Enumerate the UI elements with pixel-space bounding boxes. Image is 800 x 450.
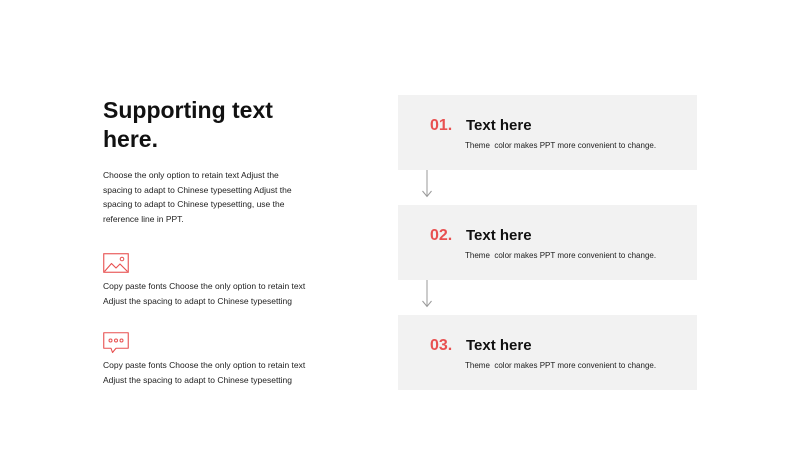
step-title-2: Text here — [466, 227, 532, 244]
step-card-1 — [398, 95, 697, 170]
step-title-1: Text here — [466, 117, 532, 134]
step-number-2: 02. — [430, 227, 453, 244]
step-card-3 — [398, 315, 697, 390]
intro-paragraph: Choose the only option to retain text Adjust the spacing to adapt to Chinese typesetting Adjust the spacing to adapt to Chinese typesetting, use the reference line in PPT. — [103, 170, 292, 224]
down-arrow-icon — [421, 280, 433, 308]
step-desc-1: Theme color makes PPT more convenient to change. — [465, 141, 657, 150]
left-column — [103, 96, 323, 226]
feature-text-2: Copy paste fonts Choose the only option to retain text Adjust the spacing to adapt to Chinese typesetting — [103, 360, 306, 385]
step-desc-2: Theme color makes PPT more convenient to change. — [465, 251, 657, 260]
step-card-2 — [398, 205, 697, 280]
chat-bubble-icon — [103, 332, 129, 354]
feature-text-1: Copy paste fonts Choose the only option to retain text Adjust the spacing to adapt to Chinese typesetting — [103, 281, 306, 306]
step-number-1: 01. — [430, 117, 453, 134]
feature-item-chat — [103, 332, 323, 387]
image-icon — [103, 253, 129, 275]
step-desc-3: Theme color makes PPT more convenient to change. — [465, 361, 657, 370]
down-arrow-icon — [421, 170, 433, 198]
feature-item-image — [103, 253, 323, 308]
page-title: Supporting text here. — [103, 97, 273, 152]
step-title-3: Text here — [466, 337, 532, 354]
step-number-3: 03. — [430, 337, 453, 354]
